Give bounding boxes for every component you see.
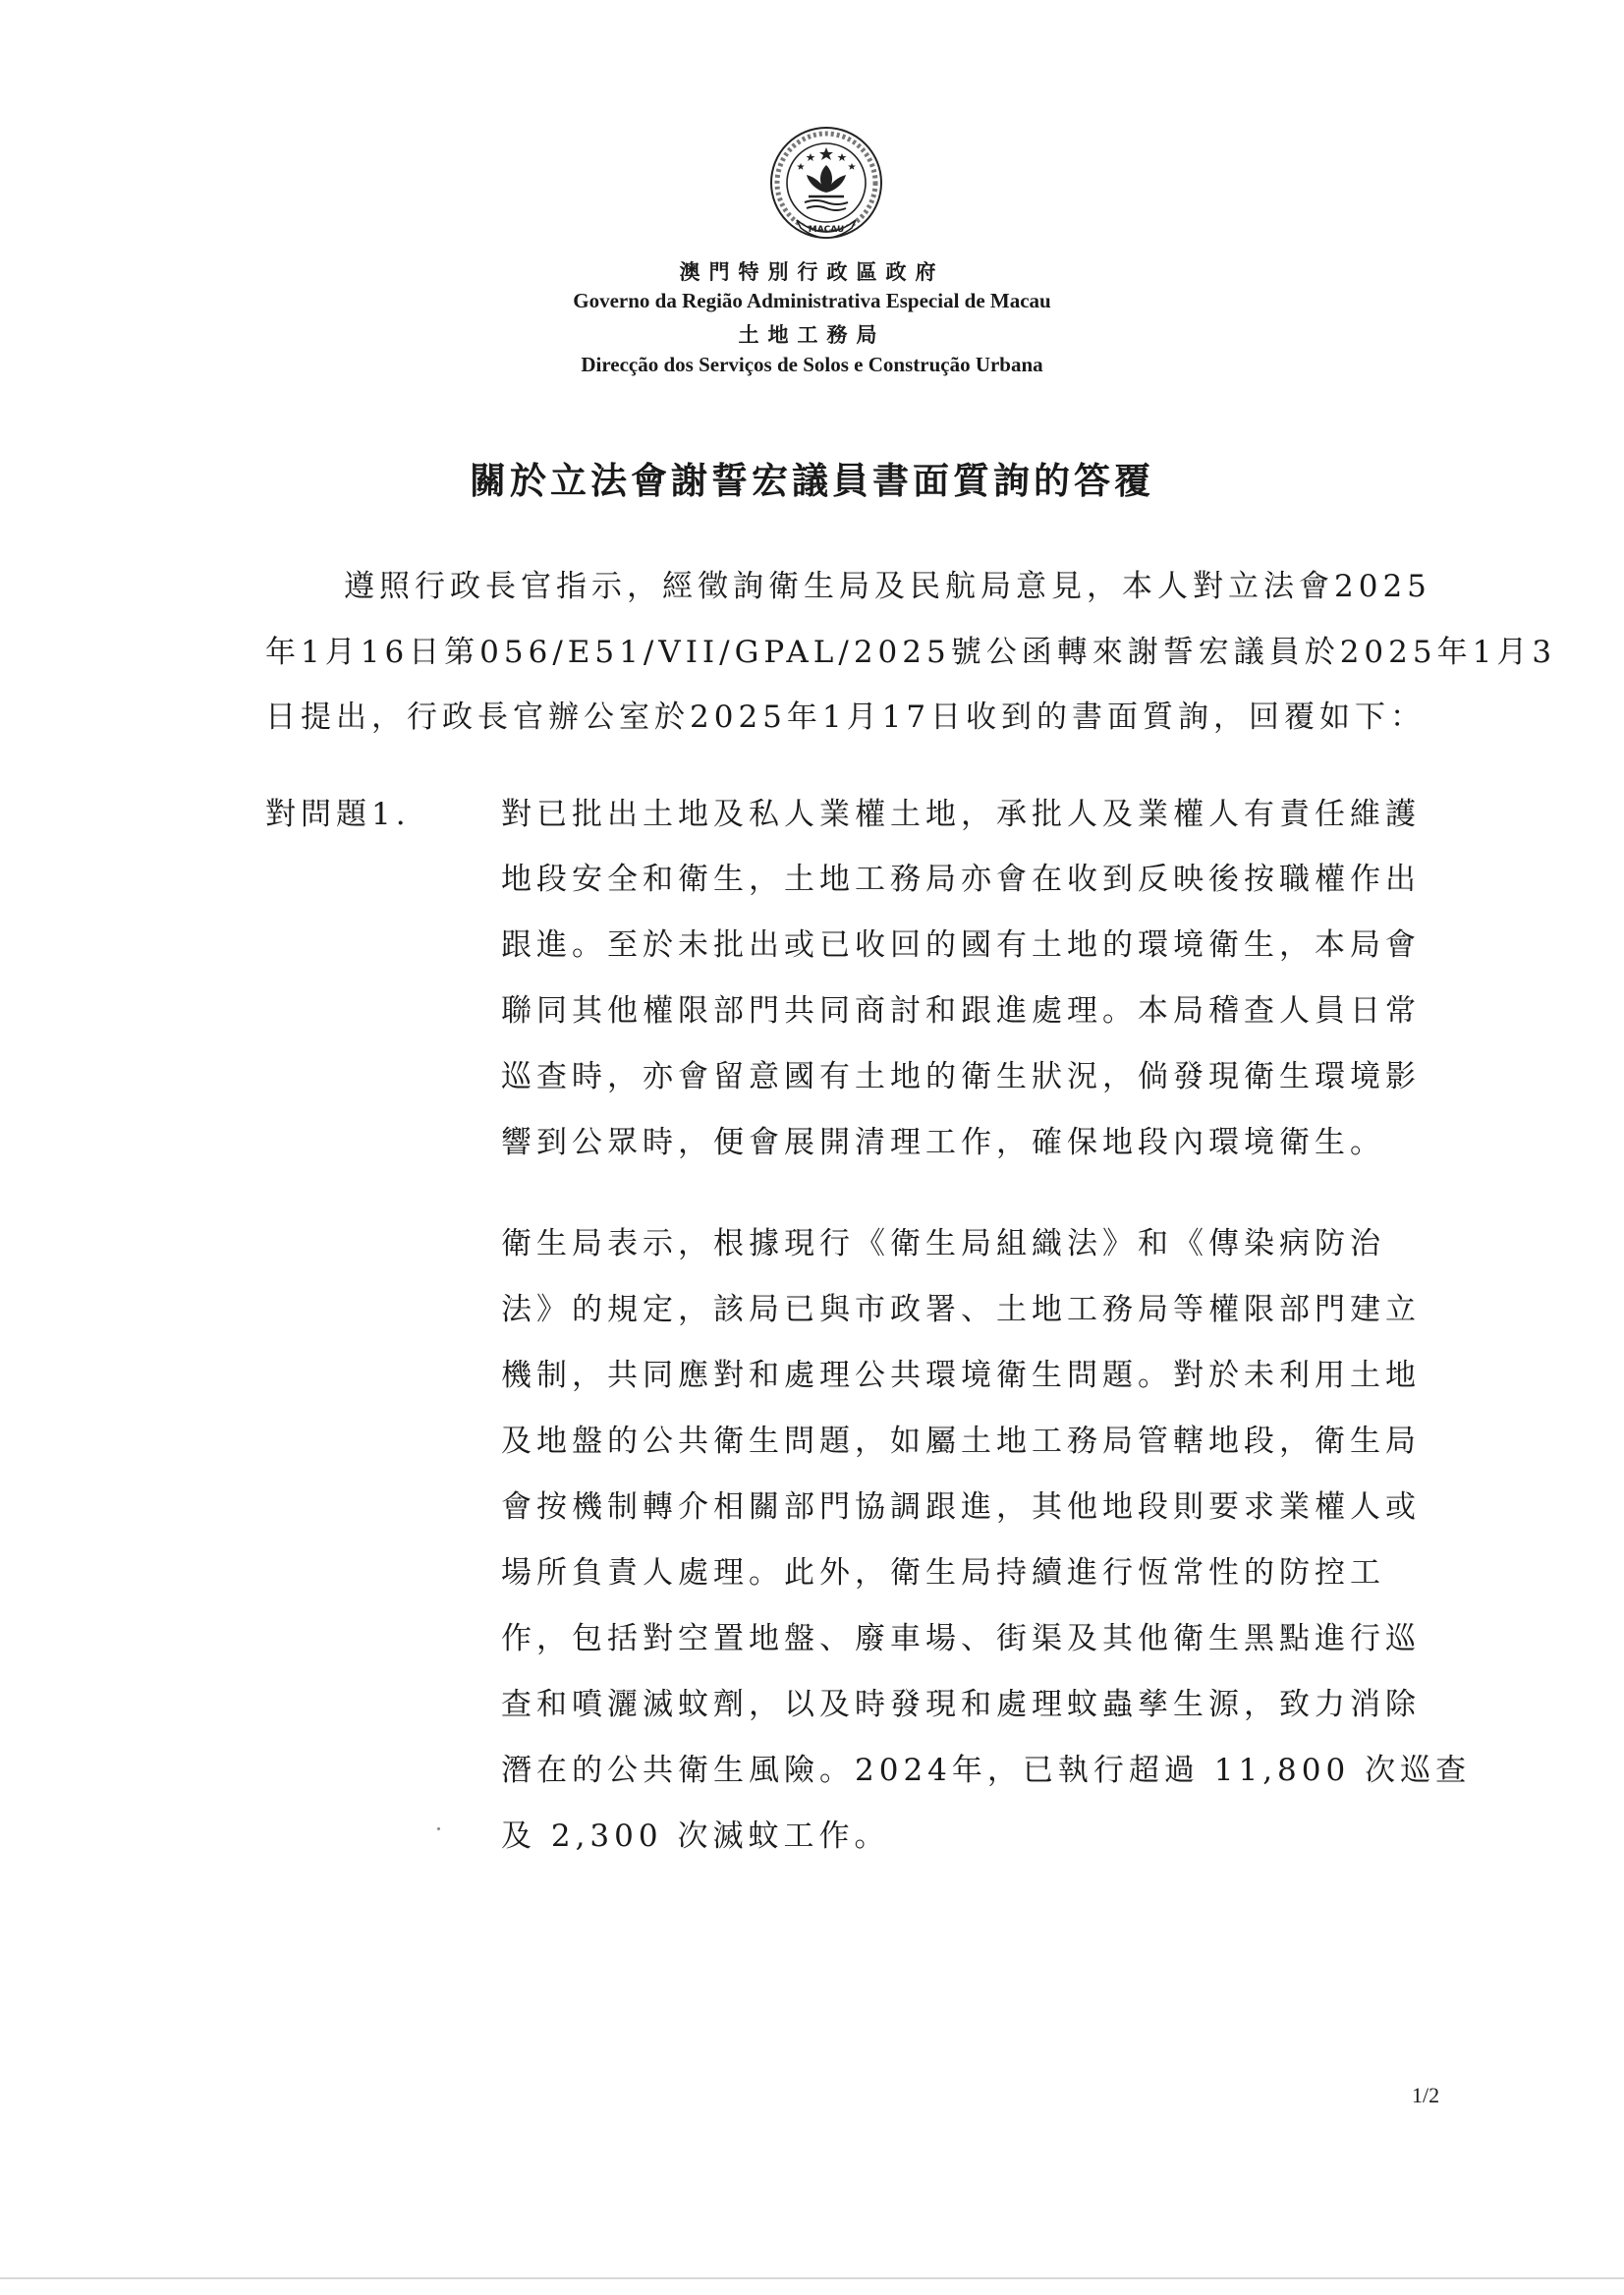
answer-p2-line-8: 查和噴灑滅蚊劑，以及時發現和處理蚊蟲孳生源，致力消除 (501, 1687, 1421, 1722)
answer-p2-line-4: 及地盤的公共衛生問題，如屬土地工務局管轄地段，衛生局 (501, 1424, 1421, 1459)
document-title: 關於立法會謝誓宏議員書面質詢的答覆 (470, 459, 1154, 502)
answer-p2-line-3: 機制，共同應對和處理公共環境衛生問題。對於未利用土地 (501, 1358, 1421, 1393)
letterhead-government-cn: 澳門特別行政區政府 (679, 259, 945, 284)
intro-line-3: 日提出，行政長官辦公室於2025年1月17日收到的書面質詢，回覆如下： (265, 700, 1427, 735)
answer-p1-line-6: 響到公眾時，便會展開清理工作，確保地段內環境衛生。 (501, 1125, 1385, 1160)
answer-p1-line-5: 巡查時，亦會留意國有土地的衛生狀況，倘發現衛生環境影 (501, 1059, 1421, 1094)
answer-p2-line-2: 法》的規定，該局已與市政署、土地工務局等權限部門建立 (501, 1292, 1421, 1327)
answer-p2-line-10: 及 2,300 次滅蚊工作。 (501, 1819, 890, 1854)
scan-bottom-edge (0, 2277, 1624, 2279)
scan-speck (437, 1827, 440, 1830)
intro-line-1: 遵照行政長官指示，經徵詢衛生局及民航局意見，本人對立法會2025 (344, 569, 1431, 604)
answer-p2-line-9: 潛在的公共衛生風險。2024年，已執行超過 11,800 次巡查 (501, 1753, 1472, 1788)
answer-p1-line-3: 跟進。至於未批出或已收回的國有土地的環境衛生，本局會 (501, 927, 1421, 963)
intro-line-2: 年1月16日第056/E51/VII/GPAL/2025號公函轉來謝誓宏議員於2025年1月3 (265, 635, 1557, 670)
letterhead-government-pt: Governo da Região Administrativa Especial de Macau (573, 289, 1051, 312)
macau-emblem-icon (767, 126, 885, 246)
letterhead-department-cn: 土地工務局 (738, 322, 886, 347)
answer-p1-line-2: 地段安全和衛生，土地工務局亦會在收到反映後按職權作出 (501, 862, 1421, 897)
answer-p2-line-6: 場所負責人處理。此外，衛生局持續進行恆常性的防控工 (501, 1555, 1385, 1591)
answer-p1-line-1: 對已批出土地及私人業權土地，承批人及業權人有責任維護 (501, 797, 1421, 832)
page-number: 1/2 (1412, 2083, 1440, 2107)
answer-p2-line-7: 作，包括對空置地盤、廢車場、街渠及其他衛生黑點進行巡 (501, 1621, 1421, 1656)
emblem-graphic (767, 126, 885, 246)
answer-p1-line-4: 聯同其他權限部門共同商討和跟進處理。本局稽查人員日常 (501, 993, 1421, 1029)
answer-p2-line-1: 衛生局表示，根據現行《衛生局組織法》和《傳染病防治 (501, 1226, 1385, 1261)
answer-label: 對問題1. (265, 797, 411, 832)
letterhead-department-pt: Direcção dos Serviços de Solos e Construção Urbana (581, 353, 1043, 376)
emblem-text: MACAU (808, 225, 845, 235)
answer-p2-line-5: 會按機制轉介相關部門協調跟進，其他地段則要求業權人或 (501, 1489, 1421, 1525)
